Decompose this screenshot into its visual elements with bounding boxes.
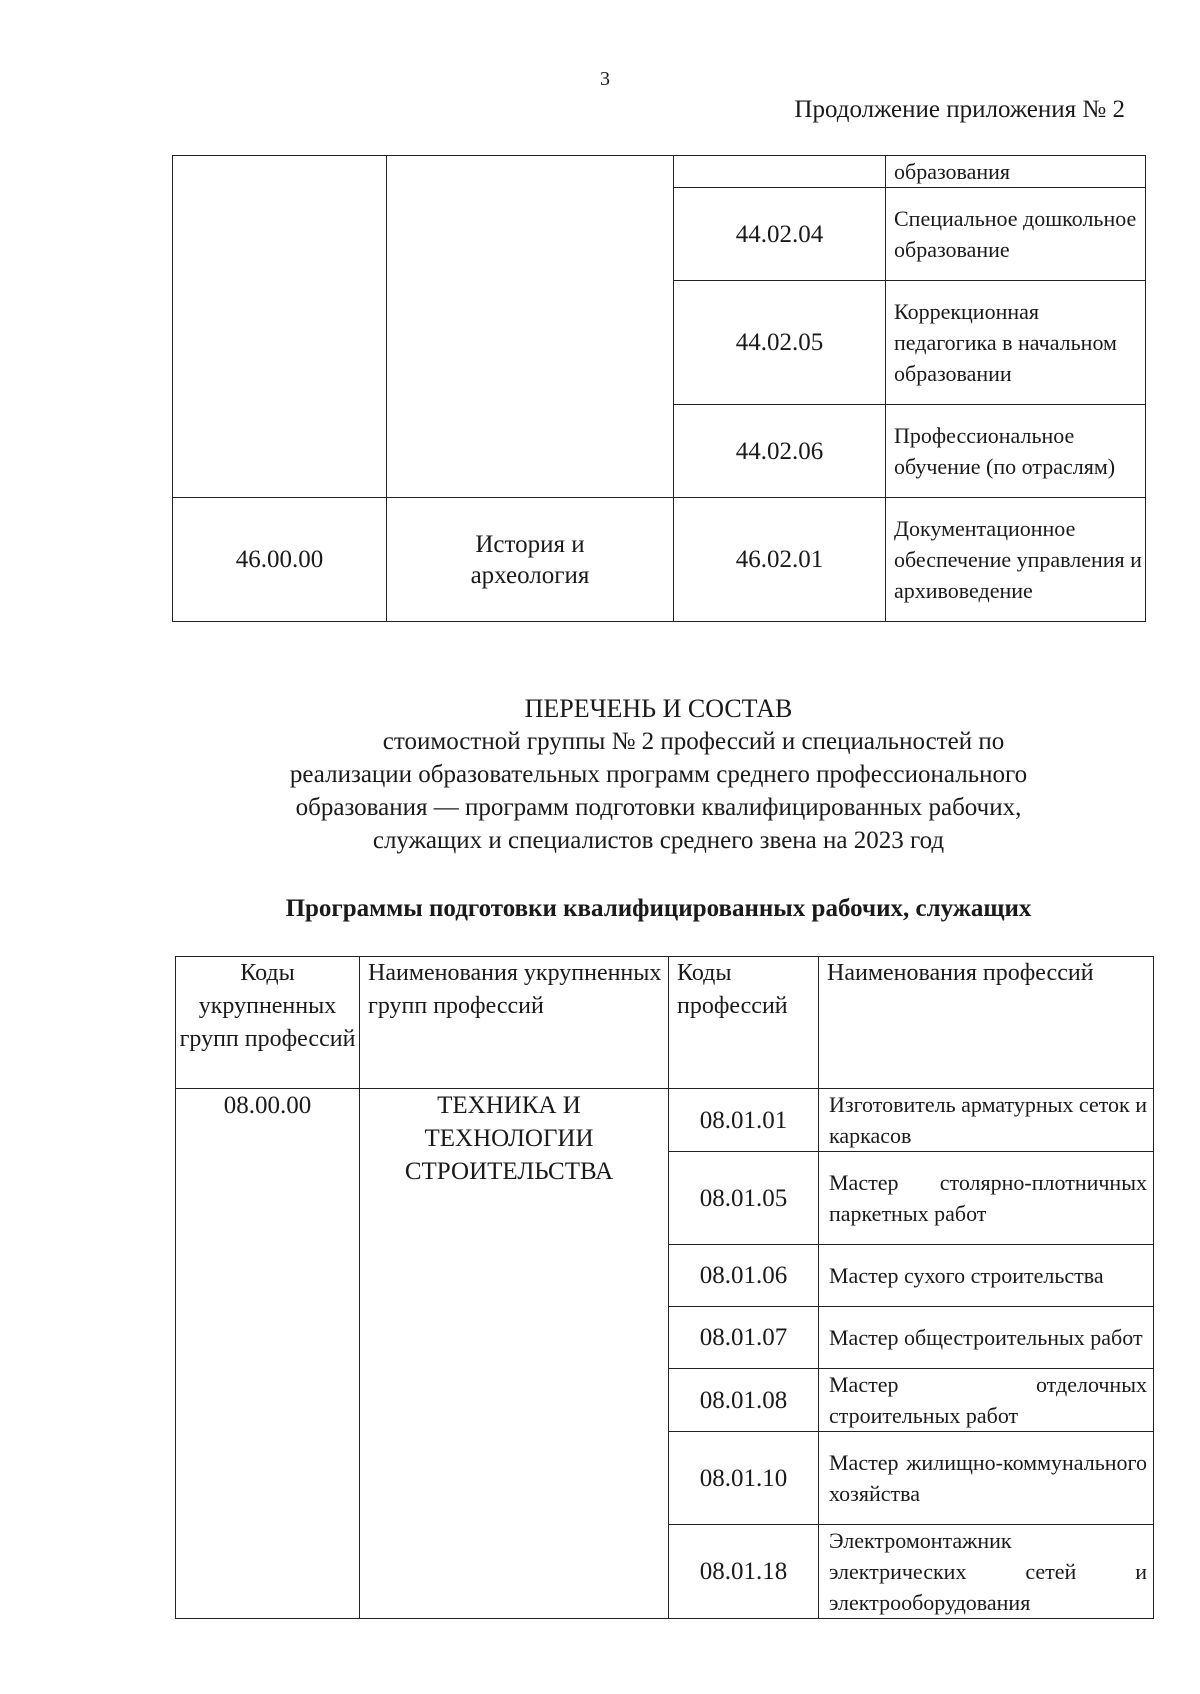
profession-code-cell: 08.01.06: [669, 1245, 819, 1307]
profession-name-cell: Мастер столярно-плотничных паркетных работ: [819, 1152, 1154, 1245]
specialty-name-cell: образования: [886, 156, 1146, 188]
group-code-cell: [173, 156, 387, 498]
specialty-name-cell: Профессиональное обучение (по отраслям): [886, 405, 1146, 498]
header-profession-code: Коды профессий: [669, 957, 819, 1089]
table-row: [173, 498, 1146, 622]
page-number: 3: [600, 68, 610, 90]
heading-line: служащих и специалистов среднего звена на 2023 год: [372, 827, 945, 854]
profession-name-cell: Электромонтажник электрических сетей и электрооборудования: [819, 1525, 1154, 1619]
appendix-continuation-label: Продолжение приложения № 2: [794, 96, 1125, 123]
specialty-code-cell: 44.02.05: [674, 281, 886, 405]
profession-name-cell: Изготовитель арматурных сеток и каркасов: [819, 1089, 1154, 1152]
header-group-name: Наименования укрупненных групп профессий: [360, 957, 669, 1089]
group-code-cell: 46.00.00: [173, 498, 387, 622]
professions-table: [175, 956, 1154, 1619]
continuation-table: [172, 155, 1146, 622]
specialty-name-cell: Специальное дошкольное образование: [886, 188, 1146, 281]
profession-code-cell: 08.01.08: [669, 1369, 819, 1432]
specialty-name-cell: Документационное обеспечение управления и архивоведение: [886, 498, 1146, 622]
group-name-cell: [387, 156, 674, 498]
profession-code-cell: 08.01.07: [669, 1307, 819, 1369]
heading-line: реализации образовательных программ среднего профессионального: [289, 761, 1028, 788]
profession-name-cell: Мастер общестроительных работ: [819, 1307, 1154, 1369]
heading-line: образования — программ подготовки квалифицированных рабочих,: [295, 794, 1022, 821]
specialty-code-cell: 44.02.04: [674, 188, 886, 281]
heading-line: стоимостной группы № 2 профессий и специальностей по: [382, 728, 1005, 755]
profession-name-cell: Мастер сухого строительства: [819, 1245, 1154, 1307]
document-heading: [172, 692, 1145, 857]
specialty-name-cell: Коррекционная педагогика в начальном образовании: [886, 281, 1146, 405]
specialty-code-cell: [674, 156, 886, 188]
profession-code-cell: 08.01.10: [669, 1432, 819, 1525]
profession-code-cell: 08.01.18: [669, 1525, 819, 1619]
profession-name-cell: Мастер жилищно-коммунального хозяйства: [819, 1432, 1154, 1525]
profession-code-cell: 08.01.01: [669, 1089, 819, 1152]
heading-title: ПЕРЕЧЕНЬ И СОСТАВ: [524, 694, 793, 723]
profession-name-cell: Мастер отделочных строительных работ: [819, 1369, 1154, 1432]
group-code-cell: 08.00.00: [176, 1089, 360, 1619]
profession-code-cell: 08.01.05: [669, 1152, 819, 1245]
table-row: [176, 1089, 1154, 1152]
group-name-cell: ТЕХНИКА И ТЕХНОЛОГИИ СТРОИТЕЛЬСТВА: [360, 1089, 669, 1619]
table-header-row: [176, 957, 1154, 1089]
header-profession-name: Наименования профессий: [819, 957, 1154, 1089]
section-subheading: Программы подготовки квалифицированных рабочих, служащих: [285, 895, 1032, 922]
specialty-code-cell: 46.02.01: [674, 498, 886, 622]
header-group-code: Коды укрупненных групп профессий: [176, 957, 360, 1089]
table-row: [173, 156, 1146, 188]
specialty-code-cell: 44.02.06: [674, 405, 886, 498]
group-name-cell: История и археология: [387, 498, 674, 622]
